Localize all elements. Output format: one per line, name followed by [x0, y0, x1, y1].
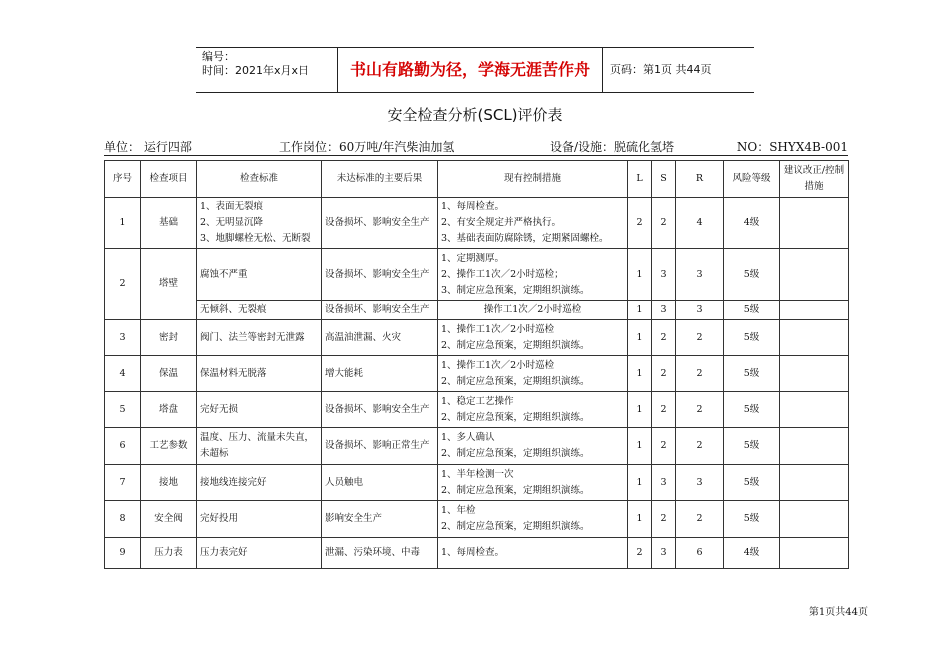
cell-item: 保温 — [141, 356, 197, 392]
cell-measures-line: 2、操作工1次／2小时巡检； — [441, 268, 564, 280]
cell-standard-line: 完好投用 — [200, 513, 239, 524]
cell-seq: 8 — [105, 501, 141, 538]
cell-l: 1 — [628, 501, 652, 538]
header-item: 检查项目 — [141, 161, 197, 198]
cell-measures-line: 1、每周检查。 — [441, 547, 505, 558]
header-seq: 序号 — [105, 161, 141, 198]
document-number: NO：SHYX4B-001 — [736, 140, 848, 154]
cell-level: 5级 — [724, 501, 780, 538]
cell-advice — [780, 249, 849, 301]
cell-measures — [438, 249, 628, 301]
cell-level: 5级 — [724, 392, 780, 428]
cell-level: 5级 — [724, 465, 780, 501]
cell-measures-line: 2、制定应急预案，定期组织演练。 — [441, 411, 590, 423]
cell-measures-line: 1、每周检查。 — [441, 201, 505, 212]
cell-level: 5级 — [724, 301, 780, 320]
table-row — [105, 356, 849, 392]
cell-measures-line: 2、制定应急预案，定期组织演练。 — [441, 375, 590, 387]
cell-item: 压力表 — [141, 538, 197, 569]
cell-level: 4级 — [724, 198, 780, 249]
cell-standard — [197, 320, 322, 356]
cell-advice — [780, 301, 849, 320]
cell-item: 安全阀 — [141, 501, 197, 538]
cell-s: 3 — [652, 465, 676, 501]
cell-advice — [780, 465, 849, 501]
table-row — [105, 320, 849, 356]
table-row — [105, 301, 849, 320]
cell-s: 2 — [652, 198, 676, 249]
cell-consequence: 设备损坏、影响安全生产 — [322, 198, 438, 249]
cell-standard-line: 3、地脚螺栓无松、无断裂 — [200, 233, 311, 244]
header-level: 风险等级 — [724, 161, 780, 198]
cell-standard-line: 1、表面无裂痕 — [200, 201, 264, 212]
cell-item: 基础 — [141, 198, 197, 249]
cell-s: 2 — [652, 320, 676, 356]
cell-level: 5级 — [724, 356, 780, 392]
cell-item: 密封 — [141, 320, 197, 356]
scl-table — [104, 160, 849, 569]
cell-standard-line: 腐蚀不严重 — [200, 268, 248, 280]
cell-measures-line: 1、半年检测一次 — [441, 468, 514, 480]
header-l: L — [628, 161, 652, 198]
cell-r: 4 — [676, 198, 724, 249]
cell-level: 5级 — [724, 428, 780, 465]
cell-measures — [438, 501, 628, 538]
cell-measures-line: 2、制定应急预案，定期组织演练。 — [441, 448, 590, 459]
cell-standard — [197, 465, 322, 501]
cell-seq: 1 — [105, 198, 141, 249]
cell-measures-line: 1、年检 — [441, 505, 476, 516]
cell-measures-line: 2、制定应急预案，定期组织演练。 — [441, 339, 590, 351]
cell-s: 2 — [652, 356, 676, 392]
table-row — [105, 538, 849, 569]
cell-standard — [197, 249, 322, 301]
cell-standard — [197, 501, 322, 538]
cell-measures — [438, 356, 628, 392]
cell-consequence: 泄漏、污染环境、中毒 — [322, 538, 438, 569]
cell-seq: 9 — [105, 538, 141, 569]
cell-l: 1 — [628, 428, 652, 465]
cell-consequence: 人员触电 — [322, 465, 438, 501]
cell-l: 1 — [628, 320, 652, 356]
cell-r: 2 — [676, 392, 724, 428]
header-s: S — [652, 161, 676, 198]
cell-standard — [197, 392, 322, 428]
cell-l: 1 — [628, 301, 652, 320]
cell-s: 2 — [652, 501, 676, 538]
cell-item: 工艺参数 — [141, 428, 197, 465]
header-page-code: 页码：第1页 共44页 — [610, 63, 712, 76]
cell-seq: 5 — [105, 392, 141, 428]
cell-advice — [780, 392, 849, 428]
cell-l: 1 — [628, 249, 652, 301]
cell-consequence: 影响安全生产 — [322, 501, 438, 538]
cell-s: 3 — [652, 249, 676, 301]
table-body — [105, 198, 849, 569]
cell-standard-line: 接地线连接完好 — [200, 476, 267, 488]
cell-advice — [780, 198, 849, 249]
cell-level: 5级 — [724, 320, 780, 356]
number-label: 编号： — [202, 50, 235, 63]
cell-measures-line: 1、定期测厚。 — [441, 252, 505, 264]
cell-s: 3 — [652, 538, 676, 569]
cell-item: 塔壁 — [141, 249, 197, 320]
cell-standard-line: 温度、压力、流量未失直，未超标 — [200, 432, 315, 459]
cell-standard-line: 阀门、法兰等密封无泄露 — [200, 331, 305, 343]
cell-measures-line: 操作工1次／2小时巡检 — [483, 304, 582, 315]
table-row — [105, 198, 849, 249]
header-meta — [202, 50, 337, 78]
cell-measures-line: 2、制定应急预案，定期组织演练。 — [441, 484, 590, 496]
cell-item: 塔盘 — [141, 392, 197, 428]
header-r: R — [676, 161, 724, 198]
cell-measures-line: 1、多人确认 — [441, 432, 495, 443]
cell-seq: 4 — [105, 356, 141, 392]
cell-measures-line: 2、制定应急预案，定期组织演练。 — [441, 521, 590, 532]
header-standard: 检查标准 — [197, 161, 322, 198]
document-title: 安全检查分析(SCL)评价表 — [387, 106, 563, 124]
cell-seq: 7 — [105, 465, 141, 501]
cell-r: 2 — [676, 428, 724, 465]
cell-standard-line: 压力表完好 — [200, 547, 248, 558]
cell-standard — [197, 301, 322, 320]
cell-r: 3 — [676, 465, 724, 501]
table-row — [105, 465, 849, 501]
cell-standard — [197, 198, 322, 249]
table-row — [105, 428, 849, 465]
unit-label: 单位： 运行四部 — [104, 140, 192, 154]
equipment-label: 设备/设施：脱硫化氢塔 — [550, 140, 675, 154]
cell-measures — [438, 198, 628, 249]
cell-consequence: 高温油泄漏、火灾 — [322, 320, 438, 356]
cell-consequence: 增大能耗 — [322, 356, 438, 392]
cell-l: 1 — [628, 356, 652, 392]
time-label: 时间：2021年x月x日 — [202, 64, 310, 77]
document-header — [196, 47, 754, 93]
cell-standard — [197, 428, 322, 465]
cell-standard-line: 完好无损 — [200, 403, 239, 415]
cell-measures — [438, 465, 628, 501]
page-footer: 第1页共44页 — [808, 607, 868, 618]
header-measures: 现有控制措施 — [438, 161, 628, 198]
cell-standard — [197, 356, 322, 392]
cell-measures — [438, 301, 628, 320]
cell-r: 3 — [676, 249, 724, 301]
cell-measures-line: 1、稳定工艺操作 — [441, 395, 514, 407]
cell-measures-line: 3、基础表面防腐除锈，定期紧固螺栓。 — [441, 233, 609, 244]
cell-consequence: 设备损坏、影响正常生产 — [322, 428, 438, 465]
cell-measures-line: 2、有安全规定并严格执行。 — [441, 217, 562, 228]
cell-seq: 3 — [105, 320, 141, 356]
table-row — [105, 392, 849, 428]
cell-r: 6 — [676, 538, 724, 569]
cell-l: 1 — [628, 465, 652, 501]
cell-advice — [780, 501, 849, 538]
cell-measures — [438, 538, 628, 569]
post-label: 工作岗位：60万吨/年汽柴油加氢 — [279, 140, 455, 154]
cell-seq: 2 — [105, 249, 141, 320]
cell-measures — [438, 428, 628, 465]
header-slogan: 书山有路勤为径，学海无涯苦作舟 — [337, 48, 603, 92]
cell-measures — [438, 392, 628, 428]
cell-level: 5级 — [724, 249, 780, 301]
cell-advice — [780, 538, 849, 569]
cell-item: 接地 — [141, 465, 197, 501]
cell-consequence: 设备损坏、影响安全生产 — [322, 301, 438, 320]
table-row — [105, 501, 849, 538]
cell-r: 2 — [676, 501, 724, 538]
cell-consequence: 设备损坏、影响安全生产 — [322, 249, 438, 301]
cell-measures-line: 1、操作工1次／2小时巡检 — [441, 359, 555, 371]
info-line — [104, 138, 848, 156]
cell-r: 2 — [676, 320, 724, 356]
cell-standard-line: 无倾斜、无裂痕 — [200, 304, 267, 315]
header-consequence: 未达标准的主要后果 — [322, 161, 438, 198]
cell-advice — [780, 320, 849, 356]
cell-standard-line: 2、无明显沉降 — [200, 217, 264, 228]
cell-l: 2 — [628, 538, 652, 569]
table-row — [105, 249, 849, 301]
cell-l: 2 — [628, 198, 652, 249]
cell-s: 2 — [652, 428, 676, 465]
cell-measures — [438, 320, 628, 356]
cell-seq: 6 — [105, 428, 141, 465]
cell-measures-line: 3、制定应急预案，定期组织演练。 — [441, 284, 590, 296]
cell-r: 2 — [676, 356, 724, 392]
cell-s: 3 — [652, 301, 676, 320]
cell-measures-line: 1、操作工1次／2小时巡检 — [441, 323, 555, 335]
cell-level: 4级 — [724, 538, 780, 569]
cell-s: 2 — [652, 392, 676, 428]
cell-advice — [780, 428, 849, 465]
header-advice: 建议改正/控制措施 — [780, 161, 849, 198]
cell-advice — [780, 356, 849, 392]
cell-standard-line: 保温材料无脱落 — [200, 367, 267, 379]
table-header — [105, 161, 849, 198]
cell-standard — [197, 538, 322, 569]
cell-r: 3 — [676, 301, 724, 320]
cell-l: 1 — [628, 392, 652, 428]
cell-consequence: 设备损坏、影响安全生产 — [322, 392, 438, 428]
